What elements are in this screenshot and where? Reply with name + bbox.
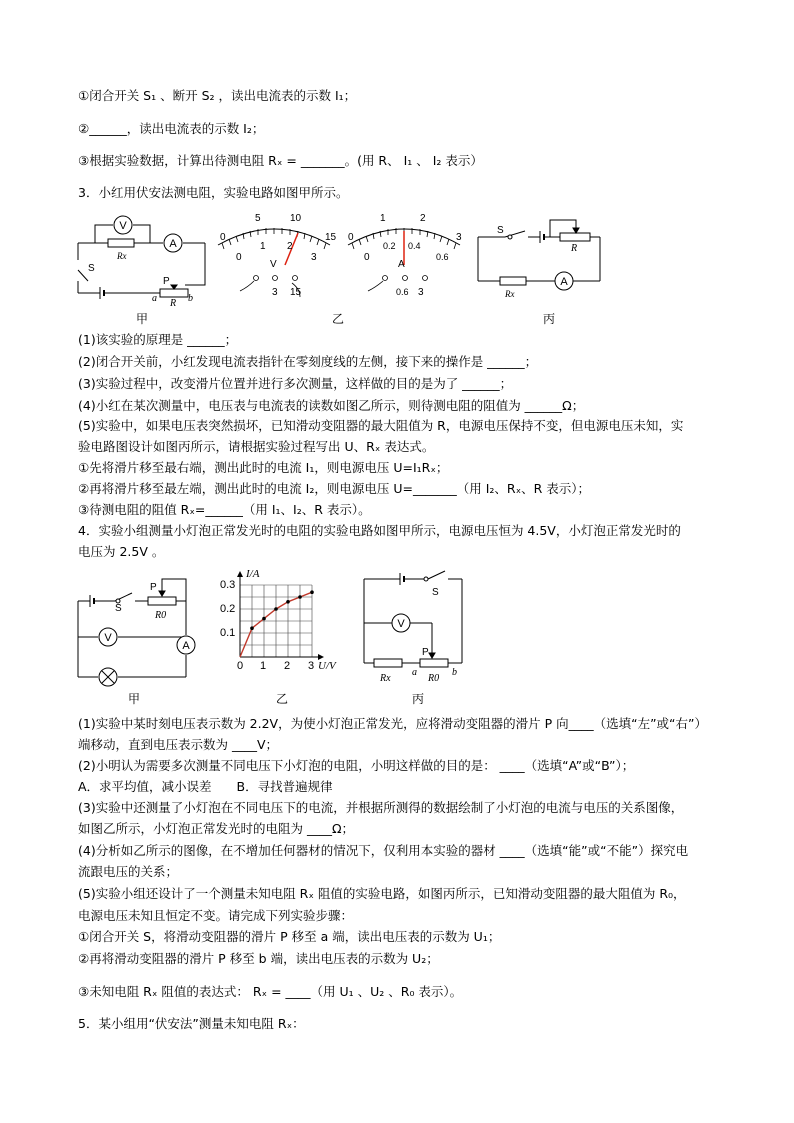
- q3-part-5c: ①先将滑片移至最右端，测出此时的电流 I₁，则电源电压 U=I₁Rₓ；: [78, 460, 449, 475]
- ytick-03: 0.3: [220, 579, 236, 591]
- fig4-caption-jia: 甲: [128, 692, 141, 706]
- am-bot-0: 0: [364, 252, 370, 263]
- rheostat-label: R: [170, 298, 177, 309]
- vm-term-15: 15: [290, 287, 302, 298]
- chart-ylabel: I/A: [246, 568, 260, 580]
- xtick-3: 3: [308, 660, 315, 672]
- vm-bot-3: 3: [311, 252, 317, 263]
- am-bot-06: 0.6: [436, 252, 449, 262]
- fig4-caption-bing: 丙: [412, 692, 425, 706]
- q4-part-3a: (3)实验中还测量了小灯泡在不同电压下的电流，并根据所测得的数据绘制了小灯泡的电流与电压的关系图像，: [78, 800, 684, 815]
- figure-3: [0, 205, 794, 335]
- end-b-label-4b: b: [452, 667, 457, 678]
- data-point: [262, 617, 266, 621]
- ytick-01: 0.1: [220, 627, 236, 639]
- q3-part-5b: 验电路图设计如图丙所示，请根据实验过程写出 U、Rₓ 表达式。: [78, 439, 435, 454]
- q4-part-4b: 流跟电压的关系；: [78, 864, 179, 879]
- am-symbol-a: A: [398, 259, 405, 270]
- fig3-caption-bing: 丙: [543, 312, 556, 326]
- chart-xlabel: U/V: [318, 660, 336, 672]
- am-term-3: 3: [418, 287, 424, 298]
- rx-label: Rx: [117, 251, 127, 261]
- figure-4: [0, 565, 794, 690]
- q4-part-5c: ①闭合开关 S，将滑动变阻器的滑片 P 移至 a 端，读出电压表的示数为 U₁；: [78, 929, 501, 944]
- am-bot-02: 0.2: [383, 241, 396, 251]
- rx-label-4b: Rx: [380, 673, 391, 684]
- xtick-1: 1: [260, 660, 267, 672]
- slider-label: P: [163, 276, 170, 287]
- fig3-caption-jia: 甲: [136, 312, 149, 326]
- q4-part-2: (2)小明认为需要多次测量不同电压下小灯泡的电阻，小明这样做的目的是： ____（选填“A”或“B”）；: [78, 758, 635, 773]
- vm-top-5: 5: [255, 213, 261, 224]
- q4-part-5b: 电源电压未知且恒定不变。请完成下列实验步骤：: [78, 908, 354, 923]
- switch-label: S: [88, 263, 95, 274]
- iu-chart: [237, 571, 324, 660]
- vm-bot-1: 1: [260, 241, 266, 252]
- q3-part-5a: (5)实验中，如果电压表突然损坏，已知滑动变阻器的最大阻值为 R，电源电压保持不变，但电源电压未知，实: [78, 418, 684, 433]
- q4-part-3b: 如图乙所示，小灯泡正常发光时的电阻为 ____Ω；: [78, 821, 355, 836]
- vm-top-15: 15: [325, 232, 337, 243]
- ammeter-label-bing: A: [560, 276, 568, 288]
- q4-part-4a: (4)分析如乙所示的图像，在不增加任何器材的情况下，仅利用本实验的器材 ____（选填“能”或“不能”）探究电: [78, 843, 689, 858]
- step-2-line: ②______，读出电流表的示数 I₂；: [78, 121, 265, 136]
- fig3-caption-yi: 乙: [332, 312, 345, 326]
- rx-label-bing: Rx: [505, 289, 515, 299]
- question-3-title: 3．小红用伏安法测电阻，实验电路如图甲所示。: [78, 185, 349, 200]
- vm-top-0: 0: [220, 232, 226, 243]
- r0-label-4: R0: [155, 610, 167, 621]
- data-point: [298, 595, 302, 599]
- switch-label-4b: S: [432, 587, 439, 598]
- q4-part-5a: (5)实验小组还设计了一个测量未知电阻 Rₓ 阻值的实验电路，如图丙所示，已知滑动变阻器的最大阻值为 R₀，: [78, 886, 686, 901]
- circuit-3-jia: [78, 225, 205, 299]
- xtick-0: 0: [237, 660, 244, 672]
- vm-top-10: 10: [290, 213, 302, 224]
- q3-part-1: (1)该实验的原理是 ______；: [78, 332, 238, 347]
- ammeter-label: A: [169, 238, 177, 250]
- q4-part-2-options: A．求平均值，减小误差 B．寻找普遍规律: [78, 779, 333, 794]
- voltmeter-label-4: V: [104, 632, 112, 644]
- rheostat-label-bing: R: [571, 243, 578, 254]
- switch-pivot-4b: [424, 577, 428, 581]
- data-point: [250, 626, 254, 630]
- xtick-2: 2: [284, 660, 291, 672]
- end-a-label: a: [152, 293, 157, 304]
- q3-part-5e: ③待测电阻的阻值 Rₓ=______（用 I₁、I₂、R 表示）。: [78, 502, 371, 517]
- switch-label-4: S: [115, 603, 122, 614]
- lamp-symbol: [99, 668, 117, 686]
- question-4-title: 4．实验小组测量小灯泡正常发光时的电阻的实验电路如图甲所示，电源电压恒为 4.5V，小灯泡正常发光时的: [78, 523, 681, 538]
- voltmeter-label: V: [119, 220, 127, 232]
- end-a-label-4b: a: [412, 667, 417, 678]
- slider-label-4b: P: [422, 647, 429, 658]
- q4-part-5e: ③未知电阻 Rₓ 阻值的表达式： Rₓ = ____（用 U₁ 、U₂ 、R₀ 表示）。: [78, 984, 463, 999]
- am-top-2: 2: [420, 213, 426, 224]
- slider-label-4: P: [150, 582, 157, 593]
- q4-part-1b: 端移动，直到电压表示数为 ____V；: [78, 737, 279, 752]
- circuit-4-bing: [364, 571, 462, 667]
- vm-bot-2: 2: [287, 241, 293, 252]
- fig4-caption-yi: 乙: [276, 692, 289, 706]
- circuit-4-jia: [78, 579, 186, 677]
- data-point: [286, 600, 290, 604]
- q4-part-5d: ②再将滑动变阻器的滑片 P 移至 b 端，读出电压表的示数为 U₂；: [78, 951, 439, 966]
- q3-part-4: (4)小红在某次测量中，电压表与电流表的读数如图乙所示，则待测电阻的阻值为 ______Ω；: [78, 398, 585, 413]
- vm-bot-0: 0: [236, 252, 242, 263]
- voltmeter-label-4b: V: [397, 618, 405, 630]
- q3-part-2: (2)闭合开关前，小红发现电流表指针在零刻度线的左侧，接下来的操作是 ______；: [78, 354, 538, 369]
- y-axis-arrow: [237, 571, 243, 577]
- end-b-label: b: [188, 293, 193, 304]
- question-4-title-2: 电压为 2.5V 。: [78, 544, 165, 559]
- question-5-title: 5．某小组用“伏安法”测量未知电阻 Rₓ：: [78, 1016, 305, 1031]
- q4-part-1a: (1)实验中某时刻电压表示数为 2.2V，为使小灯泡正常发光，应将滑动变阻器的滑片 P 向____（选填“左”或“右”）: [78, 716, 707, 731]
- am-term-06: 0.6: [396, 287, 409, 297]
- data-point: [310, 590, 314, 594]
- am-top-3: 3: [456, 232, 462, 243]
- ytick-02: 0.2: [220, 603, 236, 615]
- step-3-line: ③根据实验数据，计算出待测电阻 Rₓ = _______。(用 R、 I₁ 、 I₂ 表示）: [78, 153, 483, 168]
- vm-term-3: 3: [272, 287, 278, 298]
- am-top-0: 0: [348, 232, 354, 243]
- ammeter-label-4: A: [182, 640, 190, 652]
- am-top-1: 1: [380, 213, 386, 224]
- q3-part-5d: ②再将滑片移至最左端，测出此时的电流 I₂，则电源电压 U=_______（用 I₂、Rₓ、R 表示）；: [78, 481, 591, 496]
- switch-label-bing: S: [497, 225, 504, 236]
- q3-part-3: (3)实验过程中，改变滑片位置并进行多次测量，这样做的目的是为了 ______；: [78, 376, 513, 391]
- vm-symbol-v: V: [270, 259, 277, 270]
- switch-pivot: [508, 235, 512, 239]
- am-bot-04: 0.4: [408, 241, 421, 251]
- data-point: [274, 607, 278, 611]
- step-1-line: ①闭合开关 S₁ 、断开 S₂ ，读出电流表的示数 I₁；: [78, 88, 357, 103]
- r0-label-4b: R0: [428, 673, 440, 684]
